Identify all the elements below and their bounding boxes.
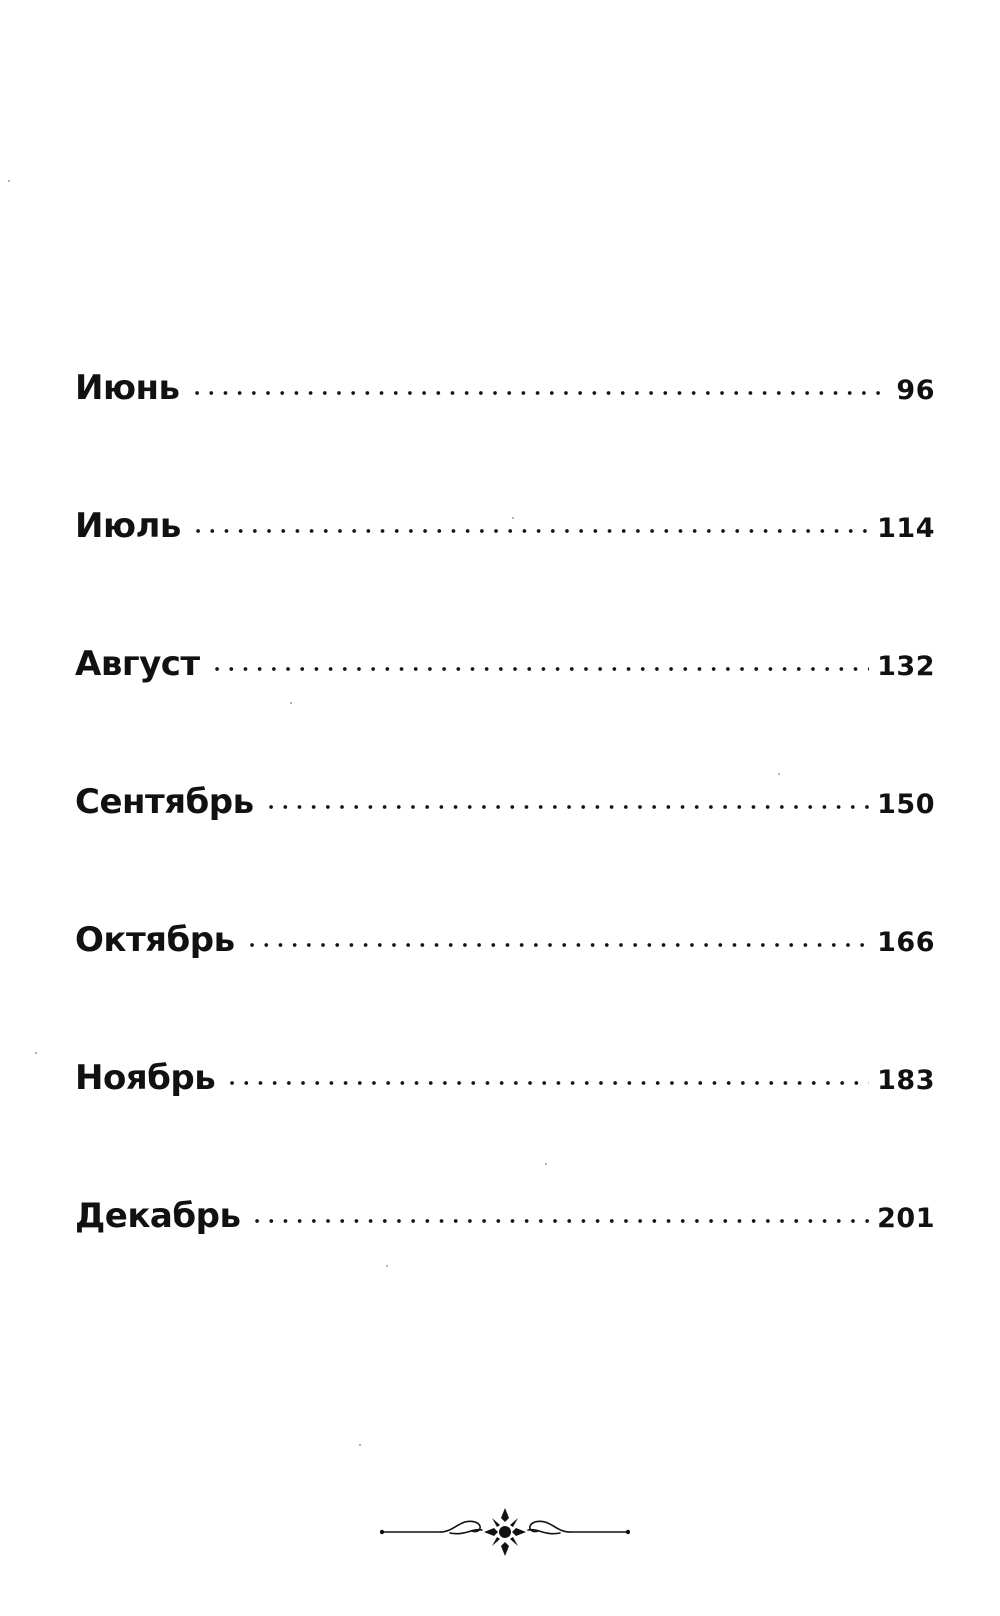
toc-entry-page-number: 150 <box>877 789 935 820</box>
toc-entry-title: Июль <box>75 506 181 546</box>
toc-entry-page-number: 183 <box>877 1065 935 1096</box>
scan-speck <box>512 517 514 519</box>
scan-speck <box>8 180 10 182</box>
toc-entry-page-number: 166 <box>877 927 935 958</box>
dot-leader <box>225 1079 869 1087</box>
scan-speck <box>359 1444 361 1446</box>
dot-leader <box>264 803 870 811</box>
toc-entry[interactable] <box>75 1196 935 1256</box>
toc-entry-title: Июнь <box>75 368 180 408</box>
toc-entry[interactable] <box>75 782 935 842</box>
toc-entry[interactable] <box>75 644 935 704</box>
toc-entry-title: Октябрь <box>75 920 235 960</box>
dot-leader <box>245 941 870 949</box>
decorative-flourish-icon <box>380 1500 630 1560</box>
toc-entry-title: Ноябрь <box>75 1058 216 1098</box>
dot-leader <box>191 527 869 535</box>
scan-speck <box>35 1052 37 1054</box>
toc-entry-page-number: 96 <box>896 375 935 406</box>
toc-entry-title: Август <box>75 644 200 684</box>
toc-entry-page-number: 132 <box>877 651 935 682</box>
toc-entry-title: Декабрь <box>75 1196 241 1236</box>
scan-speck <box>545 1163 547 1165</box>
toc-entry-page-number: 201 <box>877 1203 935 1234</box>
toc-entry[interactable] <box>75 1058 935 1118</box>
dot-leader <box>190 389 889 397</box>
toc-entry[interactable] <box>75 920 935 980</box>
toc-entry[interactable] <box>75 506 935 566</box>
scan-speck <box>778 773 780 775</box>
dot-leader <box>250 1217 869 1225</box>
scan-speck <box>290 702 292 704</box>
scan-speck <box>386 1265 388 1267</box>
toc-entry-title: Сентябрь <box>75 782 254 822</box>
table-of-contents <box>75 0 935 1616</box>
toc-entry[interactable] <box>75 368 935 428</box>
toc-entry-page-number: 114 <box>877 513 935 544</box>
dot-leader <box>210 665 870 673</box>
